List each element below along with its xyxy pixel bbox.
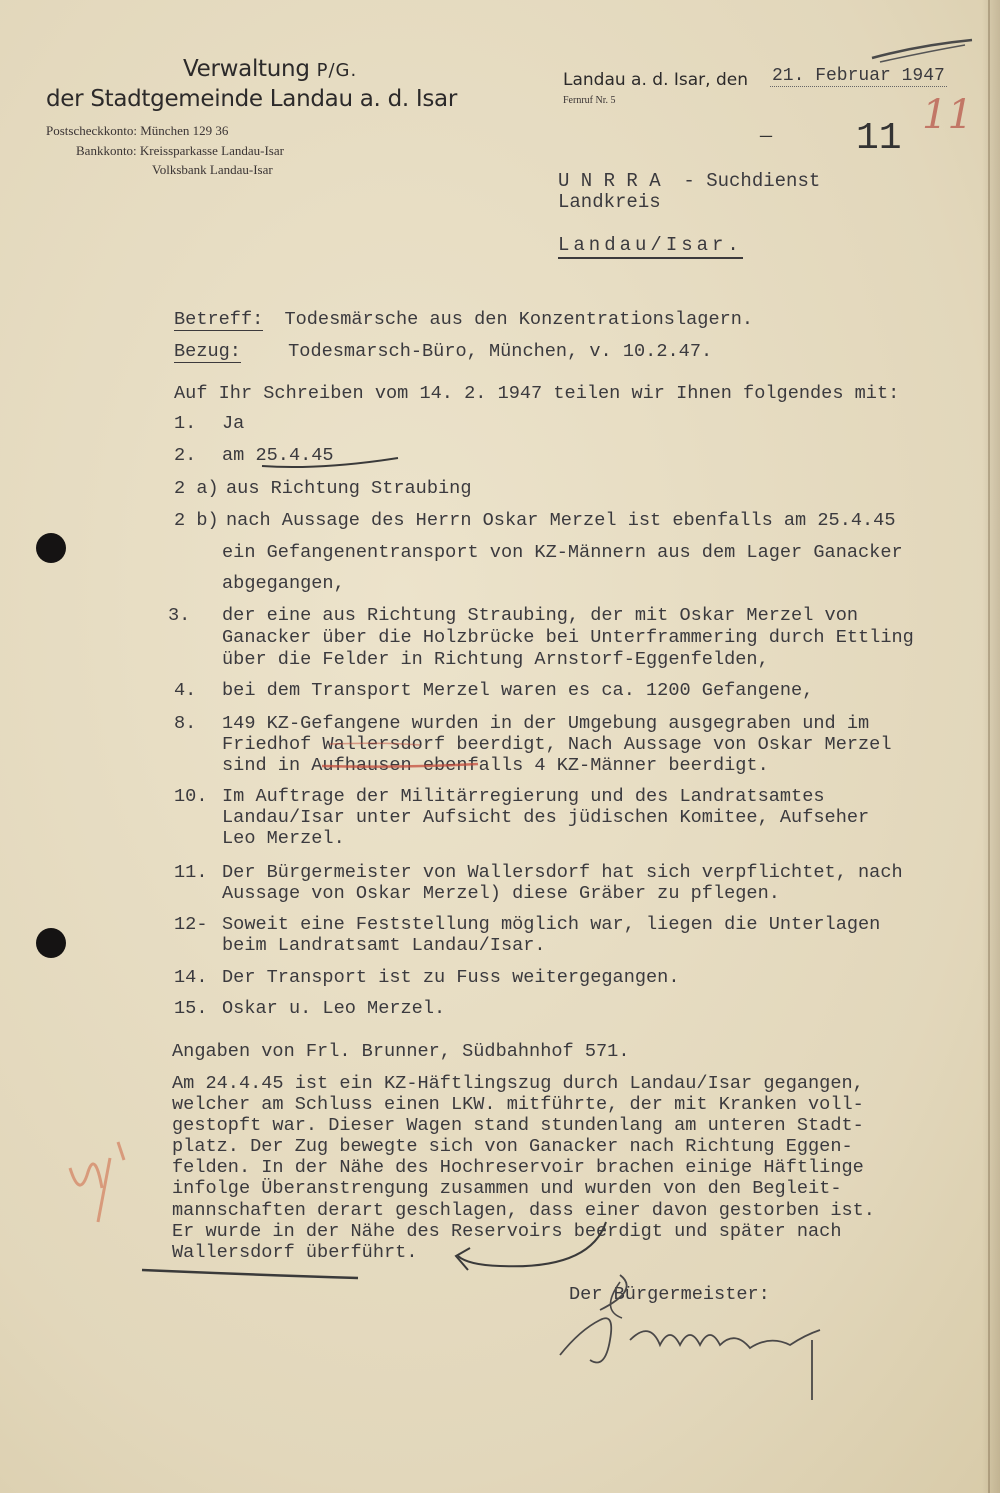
- pen-stroke-top: [872, 40, 972, 58]
- item-num: 10.: [174, 786, 208, 807]
- item-line: über die Felder in Richtung Arnstorf-Eggenfelden,: [222, 649, 769, 670]
- letter-date: 21. Februar 1947: [772, 66, 945, 86]
- item-line: aus Richtung Straubing: [226, 478, 472, 499]
- letterhead-line1-suffix: P/G.: [316, 60, 358, 81]
- item-line: nach Aussage des Herrn Oskar Merzel ist ebenfalls am 25.4.45: [226, 510, 896, 531]
- paragraph-line: mannschaften derart geschlagen, dass einer davon gestorben ist.: [172, 1200, 875, 1221]
- item-line: Aussage von Oskar Merzel) diese Gräber zu pflegen.: [222, 883, 780, 904]
- pen-underline-bottom: [142, 1270, 358, 1278]
- reference-dash: –: [760, 122, 772, 148]
- paragraph-line: Wallersdorf überführt.: [172, 1242, 418, 1263]
- recipient-line1: U N R R A - Suchdienst: [558, 170, 821, 192]
- item-line: Ganacker über die Holzbrücke bei Unterframmering durch Ettling: [222, 627, 914, 648]
- item-num: 11.: [174, 862, 208, 883]
- item-line: Im Auftrage der Militärregierung und des Landratsamtes: [222, 786, 825, 807]
- paragraph-line: platz. Der Zug bewegte sich von Ganacker nach Richtung Eggen-: [172, 1136, 853, 1157]
- phone-number: Fernruf Nr. 5: [563, 95, 616, 106]
- item-line: der eine aus Richtung Straubing, der mit Oskar Merzel von: [222, 605, 859, 626]
- account-bank: Bankkonto: Kreissparkasse Landau-Isar: [76, 143, 284, 158]
- reference-label: Bezug:: [174, 341, 241, 362]
- paragraph-line: Am 24.4.45 ist ein KZ-Häftlingszug durch Landau/Isar gegangen,: [172, 1073, 864, 1094]
- item-num: 8.: [174, 713, 197, 734]
- red-underline-wallersdorf: [330, 743, 420, 745]
- item-line: Leo Merzel.: [222, 828, 345, 849]
- item-num: 1.: [174, 413, 197, 434]
- recipient-line2: Landkreis: [558, 191, 661, 213]
- item-num: 3.: [168, 605, 191, 626]
- item-line: am 25.4.45: [222, 445, 334, 466]
- source-line: Angaben von Frl. Brunner, Südbahnhof 571.: [172, 1041, 630, 1062]
- item-num: 14.: [174, 967, 208, 988]
- item-line: beim Landratsamt Landau/Isar.: [222, 935, 546, 956]
- closing-title: Der Bürgermeister:: [569, 1284, 770, 1305]
- item-num: 2 a): [174, 478, 219, 499]
- item-line: sind in Aufhausen ebenfalls 4 KZ-Männer beerdigt.: [222, 755, 769, 776]
- item-num: 15.: [174, 998, 208, 1019]
- subject-text: Todesmärsche aus den Konzentrationslagern.: [284, 309, 754, 330]
- item-line: Der Transport ist zu Fuss weitergegangen.: [222, 967, 680, 988]
- pencil-annotation-number: 11: [922, 92, 973, 138]
- item-line: Landau/Isar unter Aufsicht des jüdischen Komitee, Aufseher: [222, 807, 870, 828]
- recipient-line3: Landau/Isar.: [558, 234, 743, 259]
- item-line: bei dem Transport Merzel waren es ca. 1200 Gefangene,: [222, 680, 814, 701]
- item-line: Ja: [222, 413, 245, 434]
- reference-text: Todesmarsch-Büro, München, v. 10.2.47.: [288, 341, 713, 362]
- body-intro: Auf Ihr Schreiben vom 14. 2. 1947 teilen wir Ihnen folgendes mit:: [174, 383, 900, 404]
- pen-underline-date: [262, 458, 398, 467]
- account-postscheck: Postscheckkonto: München 129 36: [46, 123, 229, 138]
- paragraph-line: gestopft war. Dieser Wagen stand stundenlang am unteren Stadt-: [172, 1115, 864, 1136]
- item-num: 4.: [174, 680, 197, 701]
- item-line: Friedhof Wallersdorf beerdigt, Nach Aussage von Oskar Merzel: [222, 734, 892, 755]
- paragraph-line: felden. In der Nähe des Hochreservoir brachen einige Häftlinge: [172, 1157, 864, 1178]
- reference-number: 11: [856, 117, 902, 160]
- item-line: Soweit eine Feststellung möglich war, liegen die Unterlagen: [222, 914, 881, 935]
- item-line: ein Gefangenentransport von KZ-Männern aus dem Lager Ganacker: [222, 542, 903, 563]
- paragraph-line: welcher am Schluss einen LKW. mitführte, der mit Kranken voll-: [172, 1094, 864, 1115]
- subject-label: Betreff:: [174, 309, 264, 330]
- item-num: 2.: [174, 445, 197, 466]
- item-line: 149 KZ-Gefangene wurden in der Umgebung ausgegraben und im: [222, 713, 870, 734]
- item-line: Der Bürgermeister von Wallersdorf hat sich verpflichtet, nach: [222, 862, 903, 883]
- paragraph-line: Er wurde in der Nähe des Reservoirs beerdigt und später nach: [172, 1221, 842, 1242]
- paragraph-line: infolge Überanstrengung zusammen und wurden von den Begleit-: [172, 1178, 842, 1199]
- pencil-margin-mark: [70, 1142, 124, 1222]
- letterhead-line2: der Stadtgemeinde Landau a. d. Isar: [46, 86, 458, 112]
- account-volksbank: Volksbank Landau-Isar: [152, 162, 273, 177]
- letterhead-line1: Verwaltung: [183, 56, 310, 82]
- item-line: abgegangen,: [222, 573, 345, 594]
- pen-arrow: [458, 1222, 606, 1266]
- signature-stroke: [560, 1275, 820, 1400]
- item-num: 12-: [174, 914, 208, 935]
- red-underline-aufhausen: [322, 764, 478, 767]
- date-place: Landau a. d. Isar, den: [563, 70, 748, 90]
- item-num: 2 b): [174, 510, 219, 531]
- item-line: Oskar u. Leo Merzel.: [222, 998, 446, 1019]
